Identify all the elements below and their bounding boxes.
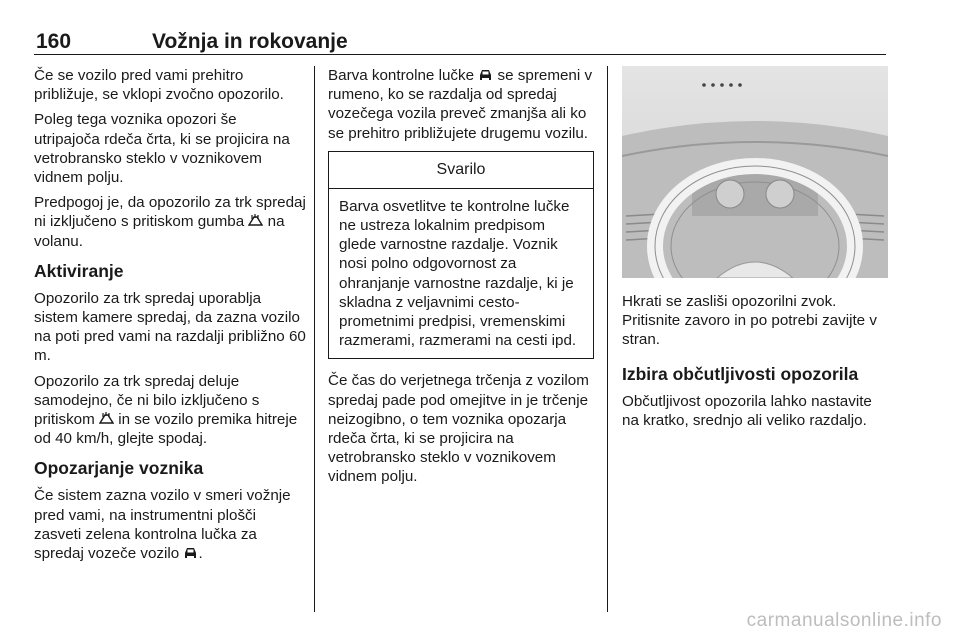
- paragraph: Če se vozilo pred vami prehitro približuje, se vklopi zvočno opozorilo.: [34, 67, 284, 104]
- paragraph: [34, 193, 306, 251]
- paragraph: Poleg tega voznika opozori še utripajoča rdeča črta, ki se projicira na vetrobransko steklo v voznikovem vidnem polju.: [34, 111, 290, 187]
- text-span: se spremeni v rumeno, ko se razdalja od spredaj vozečega vozila preveč zmanjša ali ko se prehitro približujete drugemu vozilu.: [328, 67, 593, 142]
- section-heading-sensitivity: Izbira občutljivosti opozorila: [622, 363, 859, 384]
- section-heading-activation: Aktiviranje: [34, 260, 124, 281]
- column-1: [34, 66, 306, 569]
- text-span: Če sistem zazna vozilo v smeri vožnje pred vami, na instrumentni plošči zasveti zelena kontrolna lučka za spredaj vozeče vozilo: [34, 487, 291, 563]
- paragraph: Opozorilo za trk spredaj uporablja sistem kamere spredaj, da zazna vozilo na poti pred vami na razdalji približno 60 m.: [34, 289, 306, 365]
- paragraph: [328, 66, 594, 143]
- column-2: [328, 66, 594, 493]
- text-span: na volanu.: [34, 213, 285, 250]
- paragraph: [34, 372, 306, 449]
- text-span: in se vozilo premika hitreje od 40 km/h, glejte spodaj.: [34, 411, 298, 448]
- paragraph: Hkrati se zasliši opozorilni zvok. Pritisnite zavoro in po potrebi zavijte v stran.: [622, 293, 877, 349]
- paragraph: Če čas do verjetnega trčenja z vozilom spredaj pade pod omejitve in je trčenje neizogibno, o tem voznika opozarja rdeča črta, ki se projicira na vetrobransko steklo v voznikovem vidnem polju.: [328, 372, 589, 486]
- warning-body: Barva osvetlitve te kontrolne lučke ne ustreza lokalnim predpisom glede varnostne razdalje. Voznik nosi polno odgovornost za ohranjanje varnostne razdalje, ki je skladna z veljavnimi cestoprometnimi predpisi, vremenskimi razmerami, razmerami na cesti ipd.: [339, 197, 577, 350]
- text-span: Predpogoj je, da opozorilo za trk spredaj ni izključeno s pritiskom gumba: [34, 194, 306, 231]
- vehicle-ahead-icon: [478, 68, 493, 82]
- watermark: carmanualsonline.info: [746, 610, 942, 631]
- forward-collision-button-icon: [248, 214, 263, 228]
- page-title: Vožnja in rokovanje: [152, 30, 348, 53]
- column-divider-2: [607, 66, 608, 612]
- text-span: .: [198, 545, 203, 563]
- paragraph: Občutljivost opozorila lahko nastavite na kratko, srednjo ali veliko razdaljo.: [622, 392, 872, 429]
- warning-box: [328, 151, 594, 360]
- text-span: Barva kontrolne lučke: [328, 67, 475, 84]
- text-span: Opozorilo za trk spredaj deluje samodejno, če ni bilo izključeno s pritiskom: [34, 372, 260, 429]
- column-divider-1: [314, 66, 315, 612]
- section-heading-driver-warning: Opozarjanje voznika: [34, 458, 204, 479]
- column-3: [622, 292, 888, 436]
- page-header: [34, 30, 886, 55]
- forward-collision-button-icon: [99, 412, 114, 426]
- page-number: 160: [36, 30, 72, 53]
- warning-title: Svarilo: [329, 152, 593, 189]
- windshield-warning-illustration: [622, 66, 888, 278]
- vehicle-ahead-icon: [183, 546, 198, 560]
- paragraph: [34, 486, 306, 563]
